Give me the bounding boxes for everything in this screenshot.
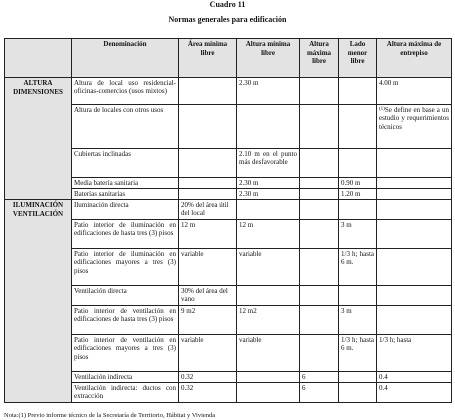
cell-denominacion: Cubiertas inclinadas [72, 149, 179, 178]
cell-entrepiso [377, 200, 452, 220]
cell-lado-menor [339, 78, 377, 105]
cell-entrepiso [377, 286, 452, 306]
cell-entrepiso [377, 105, 452, 149]
cell-entrepiso: 0.4 [377, 383, 452, 403]
cell-lado-menor [339, 383, 377, 403]
cell-area [179, 189, 237, 200]
cell-denominacion: Patio interior de ventilación en edificaciones mayores a tres (3) pisos [72, 335, 179, 372]
cell-denominacion: Iluminación directa [72, 200, 179, 220]
cell-area: 0.32 [179, 372, 237, 383]
cell-lado-menor: 1.20 m [339, 189, 377, 200]
cell-entrepiso: 4.00 m [377, 78, 452, 105]
table-row [5, 78, 452, 105]
cell-area: 20% del área útil del local [179, 200, 237, 220]
cell-denominacion: Patio interior de ventilación en edificaciones de hasta tres (3) pisos [72, 306, 179, 335]
header-area: Área mínima libre [179, 39, 237, 78]
cell-denominacion: Ventilación directa [72, 286, 179, 306]
cell-altura-maxima [300, 249, 339, 286]
cell-altura-maxima [300, 149, 339, 178]
cell-entrepiso: 1/3 h; hasta [377, 335, 452, 372]
cell-lado-menor [339, 200, 377, 220]
cell-altura-maxima [300, 286, 339, 306]
cell-entrepiso [377, 189, 452, 200]
cell-entrepiso [377, 178, 452, 189]
cell-altura-maxima [300, 200, 339, 220]
cell-altura-maxima [300, 178, 339, 189]
cell-altura-maxima: 6 [300, 383, 339, 403]
cell-area [179, 178, 237, 189]
cell-altura-minima: 12 m [237, 220, 300, 249]
table-row [5, 335, 452, 372]
cell-area: variable [179, 335, 237, 372]
cell-altura-minima [237, 286, 300, 306]
cell-altura-minima: 12 m2 [237, 306, 300, 335]
cell-entrepiso [377, 249, 452, 286]
cell-altura-minima: 2.30 m [237, 178, 300, 189]
cell-area: variable [179, 249, 237, 286]
cell-area: 0.32 [179, 383, 237, 403]
cell-entrepiso [377, 306, 452, 335]
cell-area [179, 78, 237, 105]
cell-altura-maxima [300, 105, 339, 149]
table-row [5, 383, 452, 403]
group-label-altura: ALTURA DIMENSIONES [5, 78, 72, 200]
table-row [5, 105, 452, 149]
cell-altura-minima [237, 383, 300, 403]
cell-entrepiso: 0.4 [377, 372, 452, 383]
cell-denominacion: Ventilación indirecta [72, 372, 179, 383]
cell-lado-menor [339, 105, 377, 149]
cell-entrepiso [377, 149, 452, 178]
header-lado-menor: Lado menor libre [339, 39, 377, 78]
table-row [5, 220, 452, 249]
table-row [5, 149, 452, 178]
cell-denominacion: Patio interior de iluminación en edificaciones mayores a tres (3) pisos [72, 249, 179, 286]
table-row [5, 286, 452, 306]
cell-altura-minima: 2.30 m [237, 189, 300, 200]
cell-entrepiso [377, 220, 452, 249]
header-denominacion: Denominación [72, 39, 179, 78]
cell-altura-minima [237, 200, 300, 220]
cell-lado-menor [339, 286, 377, 306]
cell-altura-minima: 2.30 m [237, 78, 300, 105]
cell-denominacion: Altura de locales con otros usos [72, 105, 179, 149]
cell-altura-maxima [300, 189, 339, 200]
cell-denominacion: Altura de local uso residencial-oficinas-comercios (usos mixtos) [72, 78, 179, 105]
header-altura-minima: Altura mínima libre [237, 39, 300, 78]
cell-area: 12 m [179, 220, 237, 249]
cell-altura-minima: variable [237, 335, 300, 372]
cell-area [179, 149, 237, 178]
cell-altura-minima [237, 372, 300, 383]
cell-lado-menor [339, 149, 377, 178]
table-caption: Cuadro 11 [209, 0, 246, 9]
cell-altura-maxima [300, 78, 339, 105]
cell-denominacion: Baterías sanitarias [72, 189, 179, 200]
cell-denominacion: Media batería sanitaria [72, 178, 179, 189]
cell-lado-menor: 1/3 h; hasta 6 m. [339, 335, 377, 372]
header-group-blank [5, 39, 72, 78]
table-title: Normas generales para edificación [168, 15, 287, 24]
cell-denominacion: Patio interior de iluminación en edificaciones de hasta tres (3) pisos [72, 220, 179, 249]
table-row [5, 372, 452, 383]
cell-lado-menor: 3 m [339, 220, 377, 249]
cell-denominacion: Ventilación indirecta: ductos con extracción [72, 383, 179, 403]
cell-altura-maxima [300, 335, 339, 372]
cell-area: 30% del área del vano [179, 286, 237, 306]
cell-lado-menor: 3 m [339, 306, 377, 335]
table-row [5, 200, 452, 220]
header-entrepiso: Altura máxima de entrepiso [377, 39, 452, 78]
cell-altura-minima: variable [237, 249, 300, 286]
cell-altura-maxima [300, 306, 339, 335]
cell-altura-minima [237, 105, 300, 149]
cell-altura-maxima: 6 [300, 372, 339, 383]
cell-lado-menor: 0.90 m [339, 178, 377, 189]
header-altura-maxima: Altura máxima libre [300, 39, 339, 78]
table-row [5, 189, 452, 200]
cell-entrepiso-text: Se define en base a un estudio y requerimientos técnicos [379, 105, 449, 132]
cell-area [179, 105, 237, 149]
header-row [5, 39, 452, 78]
table-row [5, 249, 452, 286]
table-row [5, 306, 452, 335]
footnote: Nota:(1) Previo informe técnico de la Secretaría de Territorio, Hábitat y Vivienda [4, 412, 216, 419]
group-label-iluminacion: ILUMINACIÓN VENTILACIÓN [5, 200, 72, 403]
cell-lado-menor [339, 372, 377, 383]
table-row [5, 178, 452, 189]
cell-area: 9 m2 [179, 306, 237, 335]
cell-altura-maxima [300, 220, 339, 249]
footnote-marker: (1) [379, 106, 385, 112]
cell-altura-minima: 2.10 m en el punto más desfavorable [237, 149, 300, 178]
cell-lado-menor: 1/3 h; hasta 6 m. [339, 249, 377, 286]
norms-table [4, 38, 452, 403]
